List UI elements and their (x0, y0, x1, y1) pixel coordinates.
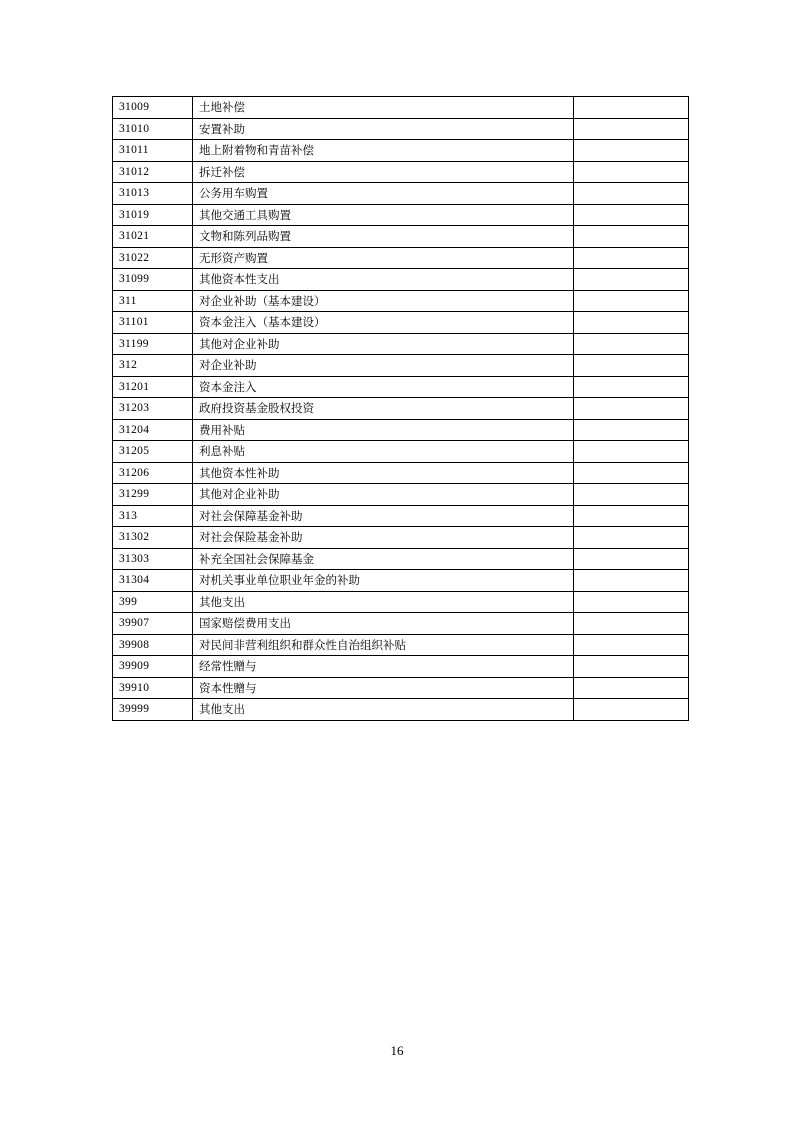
code-cell: 39999 (113, 699, 193, 721)
code-cell: 39909 (113, 656, 193, 678)
value-cell (574, 677, 689, 699)
name-cell: 公务用车购置 (193, 183, 574, 205)
code-cell: 31019 (113, 204, 193, 226)
name-cell: 其他交通工具购置 (193, 204, 574, 226)
table-row (113, 484, 689, 506)
table-row (113, 376, 689, 398)
code-cell: 31299 (113, 484, 193, 506)
table-row (113, 183, 689, 205)
code-cell: 39908 (113, 634, 193, 656)
code-cell: 31303 (113, 548, 193, 570)
code-cell: 31203 (113, 398, 193, 420)
value-cell (574, 97, 689, 119)
code-cell: 312 (113, 355, 193, 377)
code-cell: 31022 (113, 247, 193, 269)
value-cell (574, 570, 689, 592)
name-cell: 其他支出 (193, 591, 574, 613)
table-row (113, 161, 689, 183)
name-cell: 其他资本性补助 (193, 462, 574, 484)
table-row (113, 333, 689, 355)
code-cell: 31101 (113, 312, 193, 334)
code-cell: 31206 (113, 462, 193, 484)
table-row (113, 441, 689, 463)
code-cell: 313 (113, 505, 193, 527)
name-cell: 对机关事业单位职业年金的补助 (193, 570, 574, 592)
code-cell: 31012 (113, 161, 193, 183)
table-row (113, 613, 689, 635)
table-row (113, 269, 689, 291)
expenditure-code-table (112, 96, 689, 721)
value-cell (574, 333, 689, 355)
table-row (113, 527, 689, 549)
name-cell: 费用补贴 (193, 419, 574, 441)
code-cell: 31099 (113, 269, 193, 291)
name-cell: 补充全国社会保障基金 (193, 548, 574, 570)
table-row (113, 634, 689, 656)
value-cell (574, 204, 689, 226)
value-cell (574, 398, 689, 420)
value-cell (574, 290, 689, 312)
value-cell (574, 183, 689, 205)
name-cell: 对企业补助 (193, 355, 574, 377)
value-cell (574, 484, 689, 506)
name-cell: 对企业补助（基本建设） (193, 290, 574, 312)
value-cell (574, 548, 689, 570)
value-cell (574, 613, 689, 635)
name-cell: 安置补助 (193, 118, 574, 140)
table-row (113, 677, 689, 699)
value-cell (574, 656, 689, 678)
table-row (113, 204, 689, 226)
name-cell: 其他资本性支出 (193, 269, 574, 291)
name-cell: 对民间非营利组织和群众性自治组织补贴 (193, 634, 574, 656)
name-cell: 资本金注入（基本建设） (193, 312, 574, 334)
code-cell: 31201 (113, 376, 193, 398)
value-cell (574, 226, 689, 248)
table-row (113, 699, 689, 721)
name-cell: 地上附着物和青苗补偿 (193, 140, 574, 162)
name-cell: 政府投资基金股权投资 (193, 398, 574, 420)
table-row (113, 398, 689, 420)
name-cell: 国家赔偿费用支出 (193, 613, 574, 635)
table-row (113, 462, 689, 484)
value-cell (574, 441, 689, 463)
code-cell: 31009 (113, 97, 193, 119)
page-number: 16 (390, 1043, 404, 1058)
code-cell: 311 (113, 290, 193, 312)
code-cell: 31010 (113, 118, 193, 140)
code-cell: 31199 (113, 333, 193, 355)
code-cell: 31205 (113, 441, 193, 463)
table-body (113, 97, 689, 721)
code-cell: 399 (113, 591, 193, 613)
value-cell (574, 699, 689, 721)
value-cell (574, 118, 689, 140)
name-cell: 对社会保障基金补助 (193, 505, 574, 527)
code-cell: 31011 (113, 140, 193, 162)
table-row (113, 656, 689, 678)
table-row (113, 226, 689, 248)
value-cell (574, 312, 689, 334)
value-cell (574, 376, 689, 398)
value-cell (574, 527, 689, 549)
code-cell: 31304 (113, 570, 193, 592)
name-cell: 资本性赠与 (193, 677, 574, 699)
value-cell (574, 419, 689, 441)
table-row (113, 312, 689, 334)
name-cell: 土地补偿 (193, 97, 574, 119)
table-row (113, 290, 689, 312)
value-cell (574, 269, 689, 291)
table-row (113, 419, 689, 441)
code-cell: 39910 (113, 677, 193, 699)
table-row (113, 591, 689, 613)
name-cell: 利息补贴 (193, 441, 574, 463)
name-cell: 其他支出 (193, 699, 574, 721)
name-cell: 其他对企业补助 (193, 333, 574, 355)
code-cell: 31302 (113, 527, 193, 549)
table-row (113, 505, 689, 527)
value-cell (574, 505, 689, 527)
value-cell (574, 161, 689, 183)
value-cell (574, 140, 689, 162)
code-cell: 31204 (113, 419, 193, 441)
value-cell (574, 634, 689, 656)
value-cell (574, 355, 689, 377)
table-row (113, 140, 689, 162)
name-cell: 拆迁补偿 (193, 161, 574, 183)
name-cell: 资本金注入 (193, 376, 574, 398)
value-cell (574, 247, 689, 269)
value-cell (574, 591, 689, 613)
name-cell: 文物和陈列品购置 (193, 226, 574, 248)
name-cell: 无形资产购置 (193, 247, 574, 269)
table-row (113, 118, 689, 140)
code-cell: 39907 (113, 613, 193, 635)
code-cell: 31021 (113, 226, 193, 248)
code-cell: 31013 (113, 183, 193, 205)
table-row (113, 570, 689, 592)
value-cell (574, 462, 689, 484)
table-row (113, 97, 689, 119)
name-cell: 经常性赠与 (193, 656, 574, 678)
table-row (113, 548, 689, 570)
table-row (113, 355, 689, 377)
table-row (113, 247, 689, 269)
name-cell: 其他对企业补助 (193, 484, 574, 506)
name-cell: 对社会保险基金补助 (193, 527, 574, 549)
